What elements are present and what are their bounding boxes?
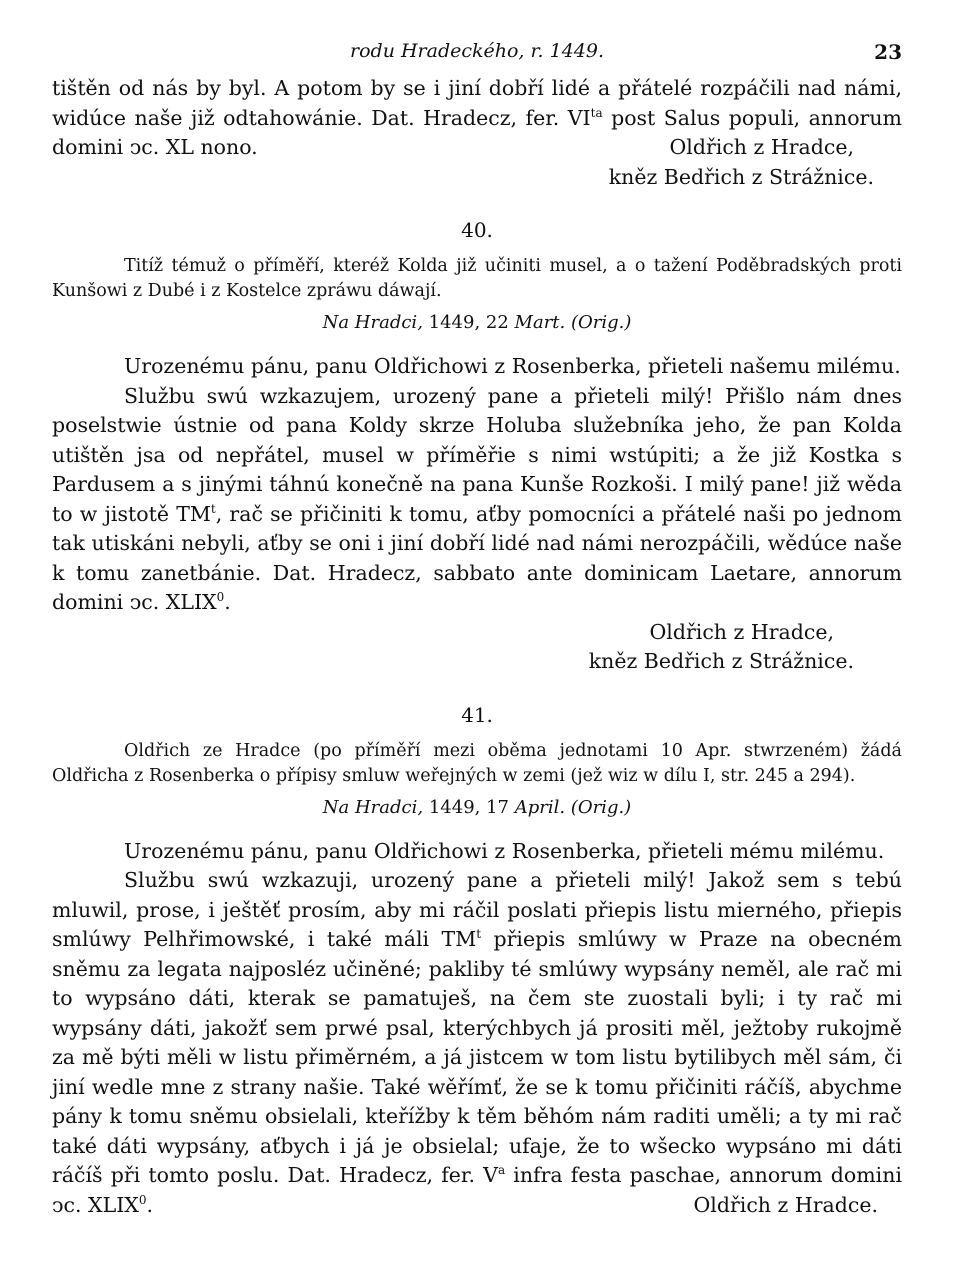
doc40-signature-1: Oldřich z Hradce, bbox=[649, 619, 834, 644]
doc41-regest: Oldřich ze Hradce (po příměří mezi oběma jednotami 10 Apr. stwrzeném) žádá Oldřicha z Rosenberka o přípisy smluw weřejných w zemi (jež wiz w dílu I, str. 245 a 294). bbox=[52, 740, 902, 786]
doc40-body-sup: t bbox=[210, 501, 216, 516]
doc41-body-a: Službu swú wzkazuji, urozený pane a přieteli milý! Jakož sem s tebú mluwil, prose, i ještěť prosím, aby mi ráčil poslati přiepis listu mierného, přiepis smlúwy Pelhřimowské, i také máli TM bbox=[52, 868, 902, 951]
top-text-b: post Salus populi, annorum domini ͻc. XL nono. bbox=[52, 105, 902, 159]
doc40-regest: Titíž témuž o příměří, kteréž Kolda již učiniti musel, a o tažení Poděbradských proti Kunšowi z Dubé i z Kostelce zpráwu dáwají. bbox=[52, 256, 902, 301]
doc41-body-sup: t bbox=[476, 927, 482, 942]
doc40-dateline-date: 1449, 22 bbox=[422, 312, 515, 333]
doc41-dateline-place: Na Hradci, bbox=[322, 796, 424, 818]
doc40-body-b: , rač se přičiniti k tomu, aťby pomocníci a přátelé naši po jednom tak utiskáni nebyli, aťby se oni i jiní dobří lidé nad námi nerozpáčili, wědúce naše k tomu zanetbánie. Dat. Hradecz, sabbato ante dominicam Laetare, annorum domini ͻc. XLIX bbox=[52, 501, 902, 614]
doc41-address: Urozenému pánu, panu Oldřichowi z Rosenberka, přieteli mému milému. bbox=[124, 838, 885, 863]
doc40-body-c: . bbox=[224, 590, 231, 614]
doc41-body bbox=[52, 866, 902, 1220]
doc41-body-c: infra festa paschae, annorum domini ͻc. XLIX bbox=[52, 1163, 902, 1217]
doc40-address: Urozenému pánu, panu Oldřichowi z Rosenberka, přieteli našemu milému. bbox=[124, 354, 901, 378]
top-text-a: tištěn od nás by byl. A potom by se i jiní dobří lidé a přátelé rozpáčili nad námi, widúce naše již odtahowánie. Dat. Hradecz, fer. VI bbox=[52, 76, 902, 130]
doc40-body-sup2: 0 bbox=[216, 590, 225, 605]
doc40-signature-2: kněz Bedřich z Strážnice. bbox=[588, 649, 854, 673]
top-signature-2: kněz Bedřich z Strážnice. bbox=[608, 164, 874, 189]
doc41-body-sup3: 0 bbox=[138, 1192, 147, 1207]
running-title: rodu Hradeckého, r. 1449. bbox=[350, 40, 604, 62]
doc40-dateline-place: Na Hradci, bbox=[322, 312, 423, 333]
doc41-dateline-date: 1449, 17 bbox=[423, 796, 515, 818]
doc41-dateline bbox=[52, 795, 902, 821]
doc41-body-b: přiepis smlúwy w Praze na obecném sněmu za legata najposléz učiněné; pakliby té smlúwy wypsány neměl, ale rač mi to wypsáno dáti, kterak se pamatuješ, na čem ste zuostali byli; i ty rač mi wypsány dáti, jakožť sem prwé psal, kterýchbych já prositi měl, ježtoby rukojmě za mě býti měli w listu přiměrném, a já jistcem w tom listu bytilibych měl sám, či jiní wedle mne z strany našie. Také wěřímť, že se k tomu přičiniti ráčíš, abychme pány k tomu sněmu obsielali, kteřížby k těm běhóm nám raditi uměli; a ty mi rač také dáti wypsány, aťbych i já je obsielal; ufaje, že to wšecko wypsáno mi dáti ráčíš při tomto poslu. Dat. Hradecz, fer. V bbox=[52, 927, 902, 1187]
top-signature-1: Oldřich z Hradce, bbox=[669, 135, 854, 159]
document-number-40: 40. bbox=[461, 218, 493, 242]
page-number: 23 bbox=[874, 40, 902, 64]
doc40-body-a: Službu swú wzkazujem, urozený pane a přieteli milý! Přišlo nám dnes poselstwie ústnie od pana Koldy skrze Holuba služebníka jeho, že pan Kolda utištěn jsa od nepřátel, musel w příměřie s nimi wstúpiti; a že již Kostka s Pardusem a s jinými táhnú konečně na pana Kunše Rozkoši. I milý pane! již wěda to w jistotě TM bbox=[52, 383, 902, 526]
doc41-dateline-tail: April. (Orig.) bbox=[514, 796, 632, 818]
document-number-41: 41. bbox=[461, 702, 493, 727]
doc40-body bbox=[52, 382, 902, 618]
doc41-body-d: . bbox=[146, 1192, 154, 1217]
doc41-body-sup2: a bbox=[497, 1163, 506, 1178]
doc41-signature-1: Oldřich z Hradce. bbox=[693, 1192, 878, 1217]
doc40-dateline bbox=[52, 310, 902, 336]
running-head bbox=[52, 40, 902, 74]
top-sup: ta bbox=[590, 105, 603, 120]
doc40-dateline-tail: Mart. (Orig.) bbox=[514, 312, 632, 333]
